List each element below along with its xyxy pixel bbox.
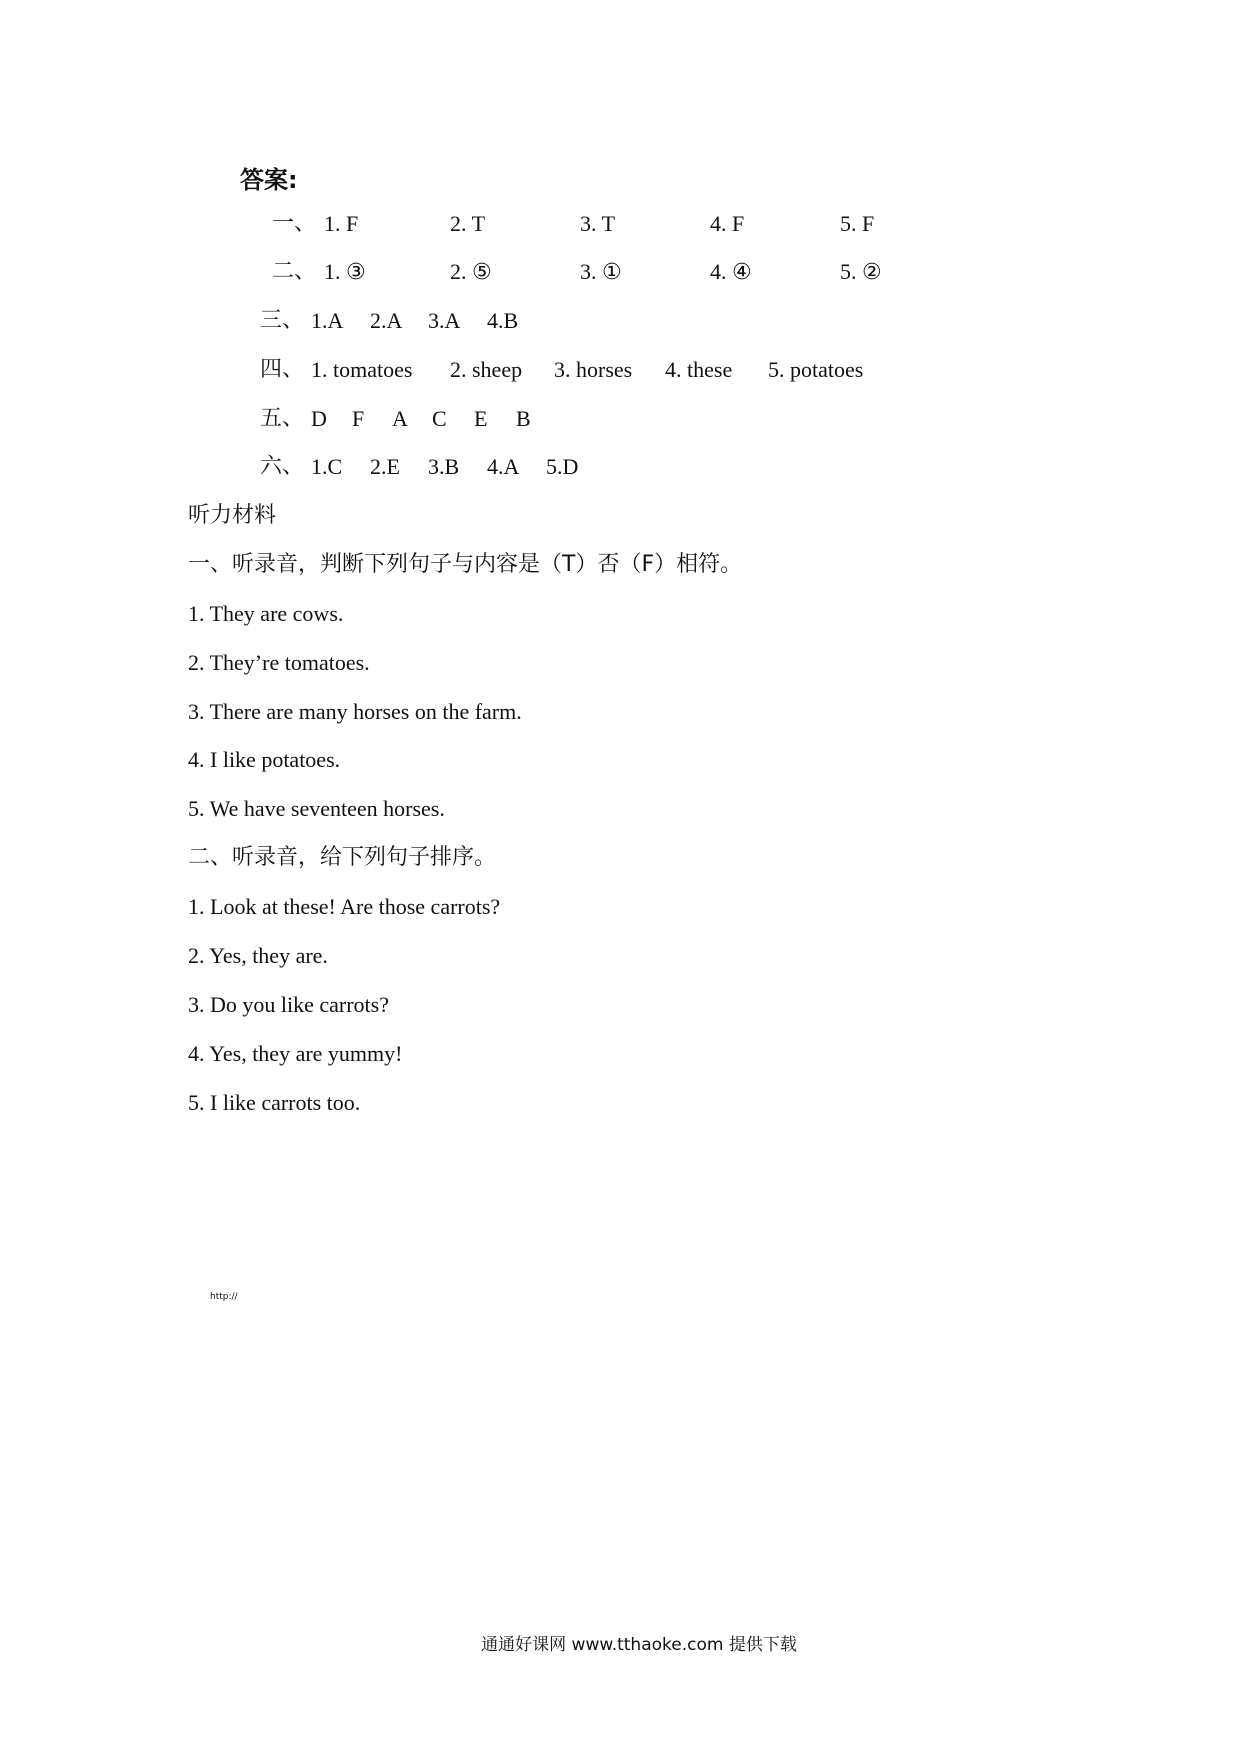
- answer-item: 4.A: [487, 454, 520, 479]
- circled-answer: ⑤: [472, 260, 492, 285]
- footer-credit: 通通好课网 www.tthaoke.com 提供下载: [481, 1635, 797, 1655]
- answer-item: 4.B: [487, 308, 519, 333]
- answer-item: 3. T: [580, 211, 616, 236]
- answer-item: [580, 257, 622, 288]
- answer-row-5: [260, 404, 660, 434]
- answer-item: F: [352, 406, 365, 431]
- answer-item: 2.A: [370, 308, 403, 333]
- sentence-line: 4. I like potatoes.: [188, 747, 341, 772]
- circled-answer: ①: [602, 260, 622, 285]
- sentence-line: 1. Look at these! Are those carrots?: [188, 894, 501, 919]
- answer-item: C: [432, 406, 447, 431]
- answer-item: 1. tomatoes: [311, 357, 413, 382]
- circled-answer: ③: [346, 260, 366, 285]
- answer-row-6: [260, 452, 660, 482]
- small-url-text: http://: [210, 1292, 238, 1302]
- answer-item: B: [516, 406, 531, 431]
- answers-heading: 答案:: [240, 166, 298, 194]
- answer-row-4-prefix: 四、: [260, 357, 305, 382]
- answer-row-3: [260, 306, 660, 336]
- answer-row-4: [260, 355, 960, 385]
- answer-row-3-prefix: 三、: [260, 308, 305, 333]
- section-2-title: 二、听录音，给下列句子排序。: [188, 845, 497, 870]
- circled-answer: ②: [862, 260, 882, 285]
- sentence-line: 3. Do you like carrots?: [188, 992, 389, 1017]
- sentence-line: 3. There are many horses on the farm.: [188, 699, 522, 724]
- answer-number: 2.: [450, 259, 467, 284]
- answer-number: 1.: [324, 259, 341, 284]
- answer-item: 3.B: [428, 454, 460, 479]
- sentence-line: 2. They’re tomatoes.: [188, 650, 370, 675]
- sentence-line: 5. I like carrots too.: [188, 1090, 361, 1115]
- answer-item: 2. sheep: [450, 357, 523, 382]
- answer-row-2-prefix: 二、: [272, 259, 317, 284]
- answer-item: 4. these: [665, 357, 733, 382]
- answer-row-6-prefix: 六、: [260, 454, 305, 479]
- answer-number: 5.: [840, 259, 857, 284]
- answer-item: 2. T: [450, 211, 486, 236]
- answer-item: [324, 257, 366, 288]
- answer-item: A: [392, 406, 408, 431]
- answer-number: 3.: [580, 259, 597, 284]
- answer-item: 5. potatoes: [768, 357, 864, 382]
- answer-item: 5. F: [840, 211, 875, 236]
- listening-title: 听力材料: [188, 503, 277, 528]
- sentence-line: 2. Yes, they are.: [188, 943, 328, 968]
- answer-row-5-prefix: 五、: [260, 406, 305, 431]
- answer-item: [710, 257, 752, 288]
- answer-item: 1.A: [311, 308, 344, 333]
- answer-item: 3.A: [428, 308, 461, 333]
- circled-answer: ④: [732, 260, 752, 285]
- answer-item: E: [474, 406, 488, 431]
- sentence-line: 1. They are cows.: [188, 601, 344, 626]
- sentence-line: 5. We have seventeen horses.: [188, 796, 445, 821]
- answer-item: 5.D: [546, 454, 579, 479]
- answer-item: [450, 257, 492, 288]
- answer-item: 1. F: [324, 211, 359, 236]
- answer-number: 4.: [710, 259, 727, 284]
- answer-item: [840, 257, 882, 288]
- answer-row-1-prefix: 一、: [272, 211, 317, 236]
- answer-item: 1.C: [311, 454, 343, 479]
- answer-item: 3. horses: [554, 357, 633, 382]
- answer-item: 4. F: [710, 211, 745, 236]
- answer-item: 2.E: [370, 454, 400, 479]
- answer-item: D: [311, 406, 327, 431]
- answer-row-2: [272, 257, 972, 287]
- section-1-title: 一、听录音，判断下列句子与内容是（T）否（F）相符。: [188, 552, 743, 577]
- sentence-line: 4. Yes, they are yummy!: [188, 1041, 403, 1066]
- answer-row-1: [272, 209, 972, 239]
